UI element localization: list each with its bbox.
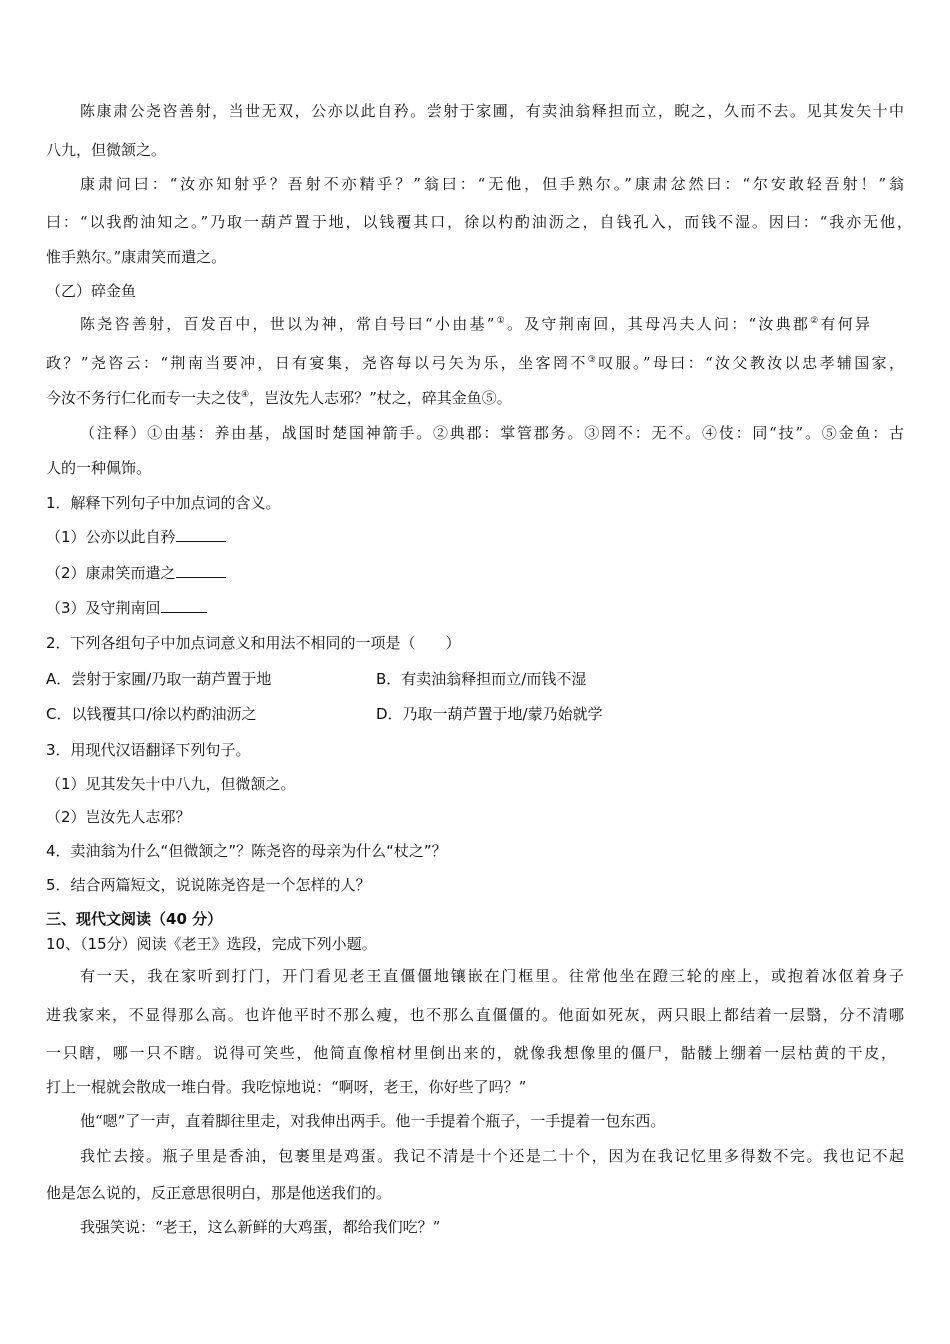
passage-a-line-5: 惟手熟尔。”康肃笑而遣之。 <box>46 248 227 266</box>
passage-a-line-2: 八九，但微颔之。 <box>46 141 167 159</box>
laowang-p1-line-2: 进我家来，不显得那么高。也许他平时不那么瘦，也不那么直僵僵的。他面如死灰，两只眼上都结着一层翳，分不清哪 <box>46 1006 904 1024</box>
section-heading: 三、现代文阅读（40 分） <box>46 910 223 928</box>
laowang-p1-line-1: 有一天，我在家听到打门，开门看见老王直僵僵地镶嵌在门框里。往常他坐在蹬三轮的座上，或抱着冰伛着身子 <box>80 967 904 985</box>
question-4: 4．卖油翁为什么“但微颔之”？陈尧咨的母亲为什么“杖之”？ <box>46 842 447 860</box>
answer-blank[interactable] <box>176 527 226 542</box>
laowang-p1-line-3: 一只瞎，哪一只不瞎。说得可笑些，他简直像棺材里倒出来的，就像我想像里的僵尸，骷髅上绷着一层枯黄的干皮， <box>46 1044 896 1062</box>
option-a: A．尝射于家圃/乃取一葫芦置于地 <box>46 670 272 688</box>
passage-b-line-3: 今汝不务行仁化而专一夫之伎④，岂汝先人志邪？”杖之，碎其金鱼⑤。 <box>46 389 512 407</box>
notes-line-1: （注释）①由基：养由基，战国时楚国神箭手。②典郡：掌管郡务。③罔不：无不。④伎：同“技”。⑤金鱼：古 <box>80 424 904 442</box>
passage-b-title: （乙）碎金鱼 <box>46 282 137 300</box>
question-1-3: （3）及守荆南回 <box>46 598 207 618</box>
option-b: B．有卖油翁释担而立/而钱不湿 <box>376 670 587 688</box>
laowang-p3-line-1: 我忙去接。瓶子里是香油，包裹里是鸡蛋。我记不清是十个还是二十个，因为在我记忆里多得数不完。我也记不起 <box>80 1147 904 1165</box>
passage-b-line-2: 政？”尧咨云：“荆南当要冲，日有宴集，尧咨每以弓矢为乐，坐客罔不③叹服。”母曰：“汝父教汝以忠孝辅国家， <box>46 354 905 372</box>
option-c: C．以钱覆其口/徐以杓酌油沥之 <box>46 705 257 723</box>
answer-blank[interactable] <box>161 598 207 613</box>
passage-b-line-1: 陈尧咨善射，百发百中，世以为神，常自号曰“小由基”①。及守荆南回，其母冯夫人问：“汝典郡②有何异 <box>80 315 870 333</box>
laowang-p4: 我强笑说：“老王，这么新鲜的大鸡蛋，都给我们吃？” <box>80 1218 441 1236</box>
question-3-2: （2）岂汝先人志邪？ <box>46 808 191 826</box>
answer-blank[interactable] <box>176 563 226 578</box>
notes-line-2: 人的一种佩饰。 <box>46 459 152 477</box>
question-1-1: （1）公亦以此自矜 <box>46 527 226 547</box>
laowang-p3-line-2: 他是怎么说的，反正意思很明白，那是他送我们的。 <box>46 1184 392 1202</box>
question-3-1: （1）见其发矢十中八九，但微颔之。 <box>46 775 296 793</box>
option-d: D．乃取一葫芦置于地/蒙乃始就学 <box>376 705 603 723</box>
passage-a-line-4: 曰：“以我酌油知之。”乃取一葫芦置于地，以钱覆其口，徐以杓酌油沥之，自钱孔入，而钱不湿。因曰：“我亦无他， <box>46 213 912 231</box>
question-5: 5．结合两篇短文，说说陈尧咨是一个怎样的人？ <box>46 876 371 894</box>
passage-a-line-1: 陈康肃公尧咨善射，当世无双，公亦以此自矜。尝射于家圃，有卖油翁释担而立，睨之，久而不去。见其发矢十中 <box>80 102 904 120</box>
laowang-p1-line-4: 打上一棍就会散成一堆白骨。我吃惊地说：“啊呀，老王，你好些了吗？” <box>46 1078 527 1096</box>
question-1-2: （2）康肃笑而遣之 <box>46 563 226 583</box>
laowang-p2: 他“嗯”了一声，直着脚往里走，对我伸出两手。他一手提着个瓶子，一手提着一包东西。 <box>80 1112 666 1130</box>
question-1: 1．解释下列句子中加点词的含义。 <box>46 494 281 512</box>
passage-a-line-3: 康肃问曰：“汝亦知射乎？吾射不亦精乎？”翁曰：“无他，但手熟尔。”康肃忿然曰：“尔安敢轻吾射！”翁 <box>80 175 904 193</box>
question-3: 3．用现代汉语翻译下列句子。 <box>46 741 251 759</box>
question-2: 2．下列各组句子中加点词意义和用法不相同的一项是（ ） <box>46 634 461 652</box>
section-task: 10、（15分）阅读《老王》选段，完成下列小题。 <box>46 935 377 953</box>
